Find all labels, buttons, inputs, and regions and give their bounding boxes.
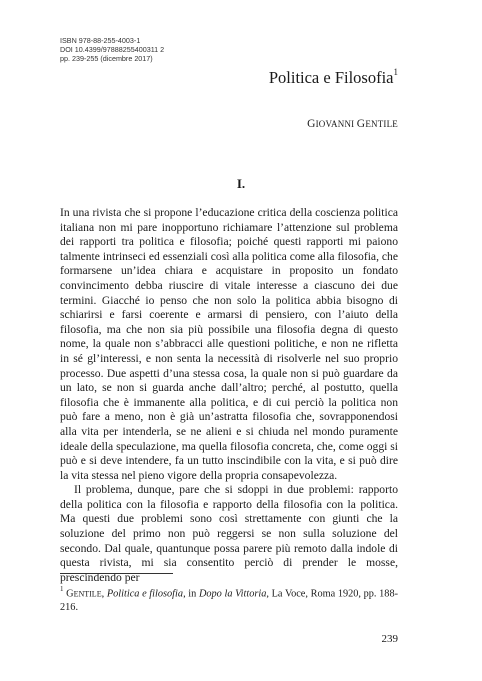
doi-line: DOI 10.4399/97888255400311 2 [60, 45, 165, 54]
pages-line: pp. 239-255 (dicembre 2017) [60, 54, 153, 63]
footnote-work-title: Politica e filosofia [106, 588, 184, 600]
author-initial-first: G [307, 118, 316, 130]
author-initial-last: G [356, 118, 366, 130]
body-text [60, 206, 398, 585]
footnote-separator [60, 573, 173, 574]
body-paragraph: In una rivista che si propone l’educazione critica della coscienza politica italiana non mi pare inopportuno richiamare l’attenzione sul problema dei rapporti tra politica e filosofia; poiché questi rapporti mi paiono talmente intrinseci ed essenziali così alla politica come alla filosofia, che formarsene un’idea chiara e acquistare in proposito un fondato convincimento debba riuscire di vitale interesse a ciascuno dei due termini. Giacché io penso che non solo la politica abbia bisogno di schiarirsi e farsi coerente e armarsi di pensiero, con l’aiuto della filosofia, ma che non sia più possibile una filosofia degna di questo nome, la quale non s’abbracci alle questioni politiche, e non ne rifletta in sé gl’interessi, e non senta la necessità di risolverle nel suo proprio processo. Due aspetti d’una stessa cosa, la quale non si può guardare da un lato, se non si guarda anche dall’altro; perché, al postutto, quella filosofia che è immanente alla politica, e di cui perciò la politica non può fare a meno, non è già un’astratta filosofia che, sovrapponendosi alla vita per intenderla, se ne alieni e si chiuda nel mondo puramente ideale della speculazione, ma quella filosofia concreta, che, come oggi si può e si deve intendere, fa un tutto inscindibile con la vita, e si può dire la vita stessa nel pieno vigore della propria consapevolezza. [60, 206, 398, 482]
body-paragraph: Il problema, dunque, pare che si sdoppi in due problemi: rapporto della politica con la filosofia e rapporto della filosofia con la politica. Ma questi due problemi sono così strettamente con giunti che la soluzione del primo non può reggersi se non sulla soluzione del secondo. Dal quale, quantunque possa parere più remoto dalla indole di questa rivista, mi sia consentito perciò di prender le mosse, prescindendo per [60, 483, 398, 584]
isbn-line: ISBN 978-88-255-4003-1 [60, 36, 141, 45]
article-title [269, 68, 398, 88]
footnote-sep: , [101, 588, 107, 600]
footnote [60, 584, 398, 614]
page-number: 239 [381, 633, 398, 645]
footnote-volume-title: Dopo la Vittoria [198, 588, 267, 600]
section-heading: I. [236, 176, 246, 191]
author-rest-first: IOVANNI [315, 119, 357, 129]
article-title-text: Politica e Filosofia [268, 68, 394, 87]
publication-metadata [60, 36, 164, 63]
author-rest-last: ENTILE [365, 119, 398, 129]
title-footnote-marker: 1 [393, 66, 398, 77]
footnote-in: , in [183, 588, 199, 600]
footnote-marker: 1 [60, 585, 64, 593]
footnote-author-rest: ENTILE [73, 589, 102, 599]
article-author [307, 118, 398, 130]
footnote-author-initial: G [66, 588, 74, 600]
footnote-publication: , La Voce, Roma 1920, pp. 188-216. [60, 588, 399, 613]
